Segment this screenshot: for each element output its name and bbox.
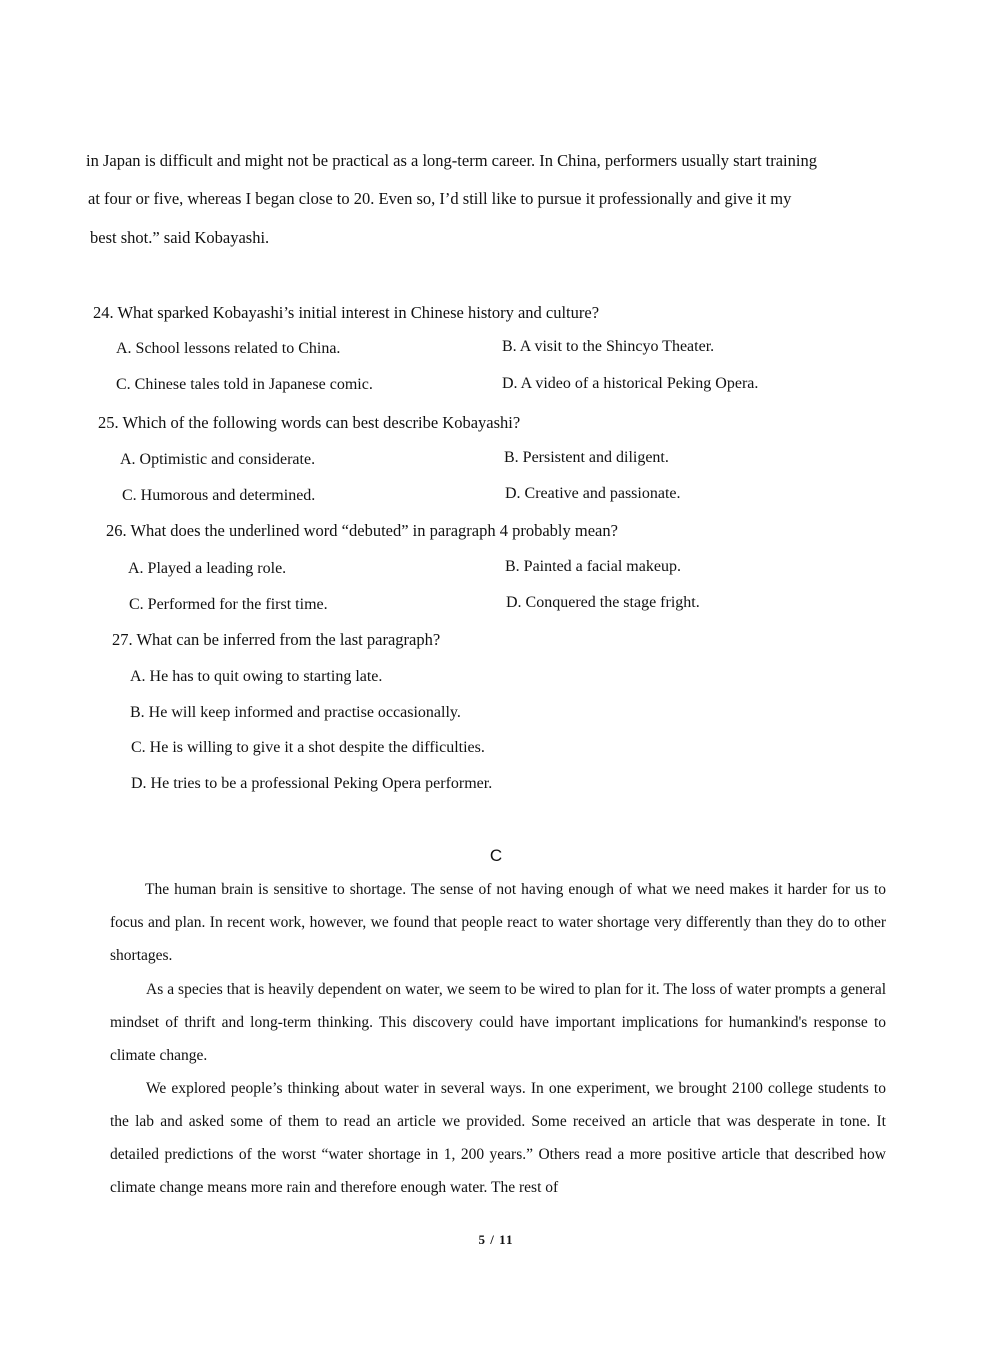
question-stem: 24. What sparked Kobayashi’s initial interest in Chinese history and culture? bbox=[93, 303, 600, 322]
page-number: 5 / 11 bbox=[478, 1232, 514, 1247]
passage-line: best shot.” said Kobayashi. bbox=[90, 228, 270, 247]
paragraph-text: We explored people’s thinking about water in several ways. In one experiment, we brought 2100 college students to the lab and asked some of them to read an article we provided. Some received an article that was desperate in tone. It detailed predictions of the worst “water shortage in 1, 200 years.” Others read a more positive article that described how climate change means more rain and therefore enough water. The rest of bbox=[110, 1080, 886, 1196]
option: B. He will keep informed and practise occasionally. bbox=[130, 704, 461, 721]
passage-line: in Japan is difficult and might not be practical as a long-term career. In China, performers usually start training bbox=[86, 151, 817, 170]
option: D. He tries to be a professional Peking Opera performer. bbox=[131, 775, 493, 792]
option: D. Conquered the stage fright. bbox=[506, 594, 700, 611]
option: C. Chinese tales told in Japanese comic. bbox=[116, 376, 373, 393]
option: B. Persistent and diligent. bbox=[504, 449, 669, 466]
option: C. Humorous and determined. bbox=[122, 487, 316, 504]
paragraph-text: As a species that is heavily dependent on water, we seem to be wired to plan for it. The loss of water prompts a general mindset of thrift and long-term thinking. This discovery could have important implications for humankind's response to climate change. bbox=[110, 981, 886, 1064]
option: A. Optimistic and considerate. bbox=[120, 451, 316, 468]
option: D. Creative and passionate. bbox=[505, 485, 681, 502]
question-stem: 26. What does the underlined word “debuted” in paragraph 4 probably mean? bbox=[106, 521, 618, 540]
passage-paragraph bbox=[110, 873, 886, 972]
passage-paragraph bbox=[110, 1072, 886, 1204]
option: A. He has to quit owing to starting late. bbox=[130, 668, 383, 685]
option: C. Performed for the first time. bbox=[129, 596, 328, 613]
question-stem: 25. Which of the following words can best describe Kobayashi? bbox=[98, 413, 521, 432]
option: B. Painted a facial makeup. bbox=[505, 558, 681, 575]
paragraph-text: The human brain is sensitive to shortage. The sense of not having enough of what we need makes it harder for us to focus and plan. In recent work, however, we found that people react to water shortage very differently than they do to other shortages. bbox=[110, 881, 886, 964]
option: C. He is willing to give it a shot despite the difficulties. bbox=[131, 739, 485, 756]
passage-paragraph bbox=[110, 973, 886, 1072]
option: B. A visit to the Shincyo Theater. bbox=[502, 338, 715, 355]
question-stem: 27. What can be inferred from the last paragraph? bbox=[112, 630, 441, 649]
option: A. School lessons related to China. bbox=[116, 340, 341, 357]
passage-line: at four or five, whereas I began close to 20. Even so, I’d still like to pursue it professionally and give it my bbox=[88, 189, 792, 208]
section-heading: C bbox=[489, 846, 503, 865]
option: D. A video of a historical Peking Opera. bbox=[502, 375, 759, 392]
option: A. Played a leading role. bbox=[128, 560, 287, 577]
